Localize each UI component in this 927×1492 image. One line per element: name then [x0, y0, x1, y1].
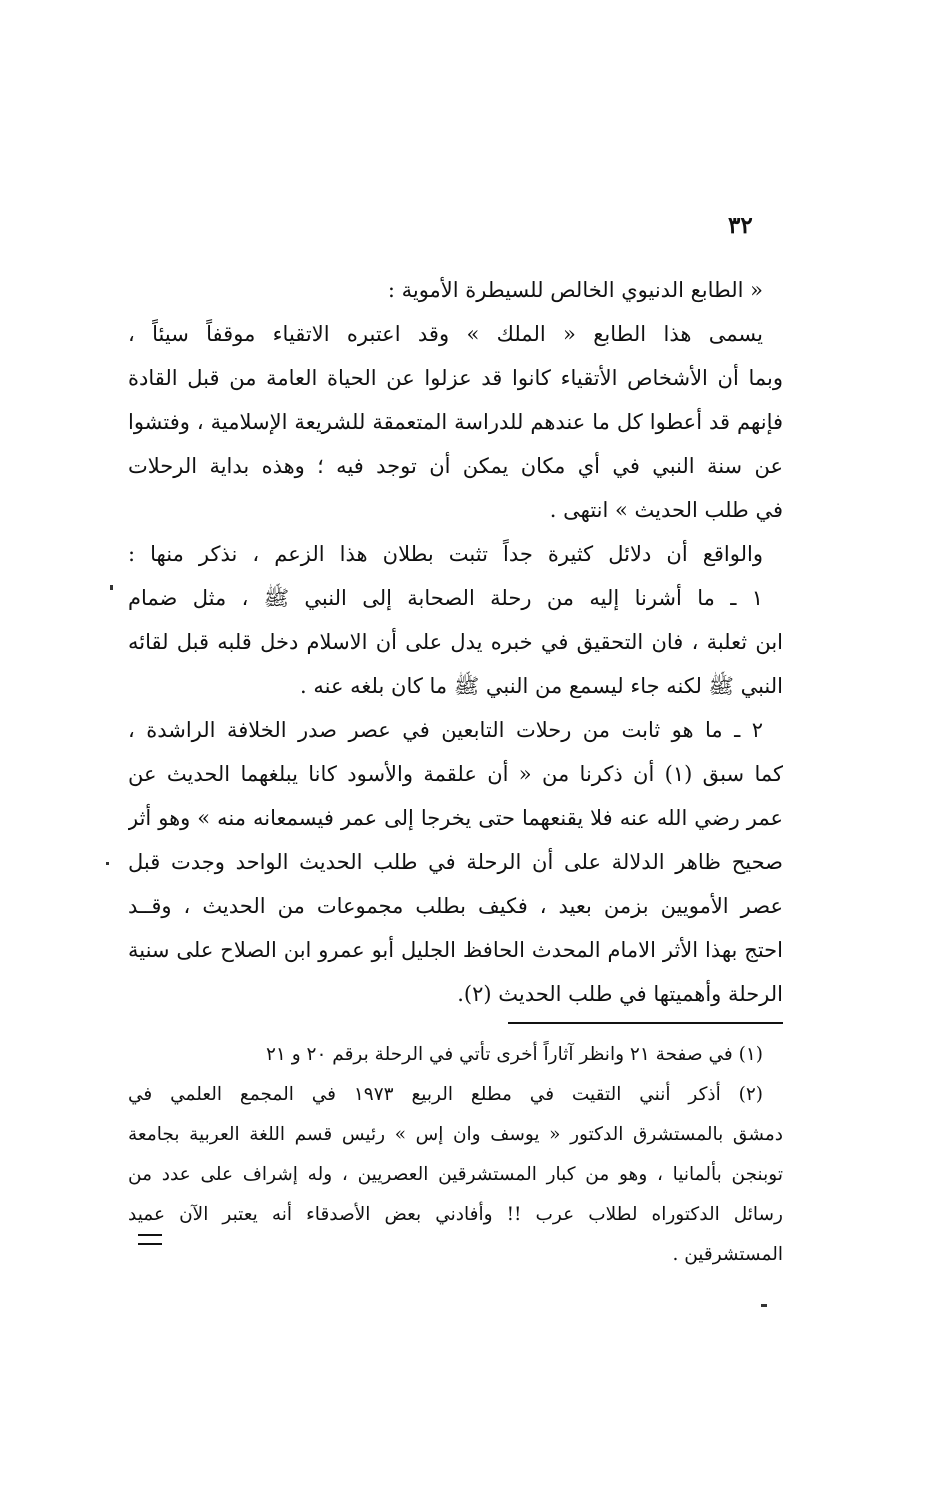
text-line: ٢ ـ ما هو ثابت من رحلات التابعين في عصر صدر الخلافة الراشدة ،: [128, 718, 763, 742]
page-number: ٣٢: [728, 212, 753, 239]
footnote-line: (٢) أذكر أنني التقيت في مطلع الربيع ١٩٧٣ في المجمع العلمي في: [128, 1084, 763, 1105]
footnotes: [128, 1035, 783, 1275]
main-text: [128, 268, 783, 1016]
text-line: احتج بهذا الأثر الامام المحدث الحافظ الجليل أبو عمرو ابن الصلاح على سنية: [128, 938, 783, 962]
scan-speck: [106, 862, 109, 865]
scan-speck: [110, 585, 113, 590]
footnote-line: توبنجن بألمانيا ، وهو من كبار المستشرقين العصريين ، وله إشراف على عدد من: [128, 1164, 783, 1185]
text-line: عمر رضي الله عنه فلا يقنعهما حتى يخرجا إلى عمر فيسمعانه منه » وهو أثر: [128, 806, 783, 830]
footnote-separator: [508, 1022, 783, 1024]
scan-speck: [761, 1304, 767, 1307]
text-line: عن سنة النبي في أي مكان يمكن أن توجد فيه ؛ وهذه بداية الرحلات: [128, 454, 783, 478]
text-line: في طلب الحديث » انتهى .: [549, 498, 783, 522]
footnote-line: دمشق بالمستشرق الدكتور « يوسف وان إس » رئيس قسم اللغة العربية بجامعة: [128, 1124, 783, 1145]
text-line: يسمى هذا الطابع « الملك » وقد اعتبره الاتقياء موقفاً سيئاً ،: [128, 322, 763, 346]
footnote-line: المستشرقين .: [672, 1244, 783, 1265]
text-line: صحيح ظاهر الدلالة على أن الرحلة في طلب الحديث الواحد وجدت قبل: [128, 850, 783, 874]
footnote-line: رسائل الدكتوراه لطلاب عرب !! وأفادني بعض الأصدقاء أنه يعتبر الآن عميد: [128, 1204, 783, 1225]
text-line: والواقع أن دلائل كثيرة جداً تثبت بطلان هذا الزعم ، نذكر منها :: [128, 542, 763, 566]
text-line: الرحلة وأهميتها في طلب الحديث (٢).: [457, 982, 783, 1006]
text-line: وبما أن الأشخاص الأتقياء كانوا قد عزلوا عن الحياة العامة من قبل القادة: [128, 366, 783, 390]
footnote-line: (١) في صفحة ٢١ وانظر آثاراً أخرى تأتي في الرحلة برقم ٢٠ و ٢١: [265, 1044, 763, 1065]
text-line: النبي ﷺ لكنه جاء ليسمع من النبي ﷺ ما كان بلغه عنه .: [300, 674, 783, 698]
text-line: فإنهم قد أعطوا كل ما عندهم للدراسة المتعمقة للشريعة الإسلامية ، وفتشوا: [128, 410, 783, 434]
text-line: ١ ـ ما أشرنا إليه من رحلة الصحابة إلى النبي ﷺ ، مثل ضمام: [128, 586, 763, 610]
text-line: عصر الأمويين بزمن بعيد ، فكيف بطلب مجموعات من الحديث ، وقــد: [128, 894, 783, 918]
text-line: ابن ثعلبة ، فان التحقيق في خبره يدل على أن الاسلام دخل قلبه قبل لقائه: [128, 630, 783, 654]
text-line: كما سبق (١) أن ذكرنا من « أن علقمة والأسود كانا يبلغهما الحديث عن: [128, 762, 783, 786]
section-heading: « الطابع الدنيوي الخالص للسيطرة الأموية :: [387, 278, 763, 302]
continuation-mark: [138, 1234, 162, 1245]
